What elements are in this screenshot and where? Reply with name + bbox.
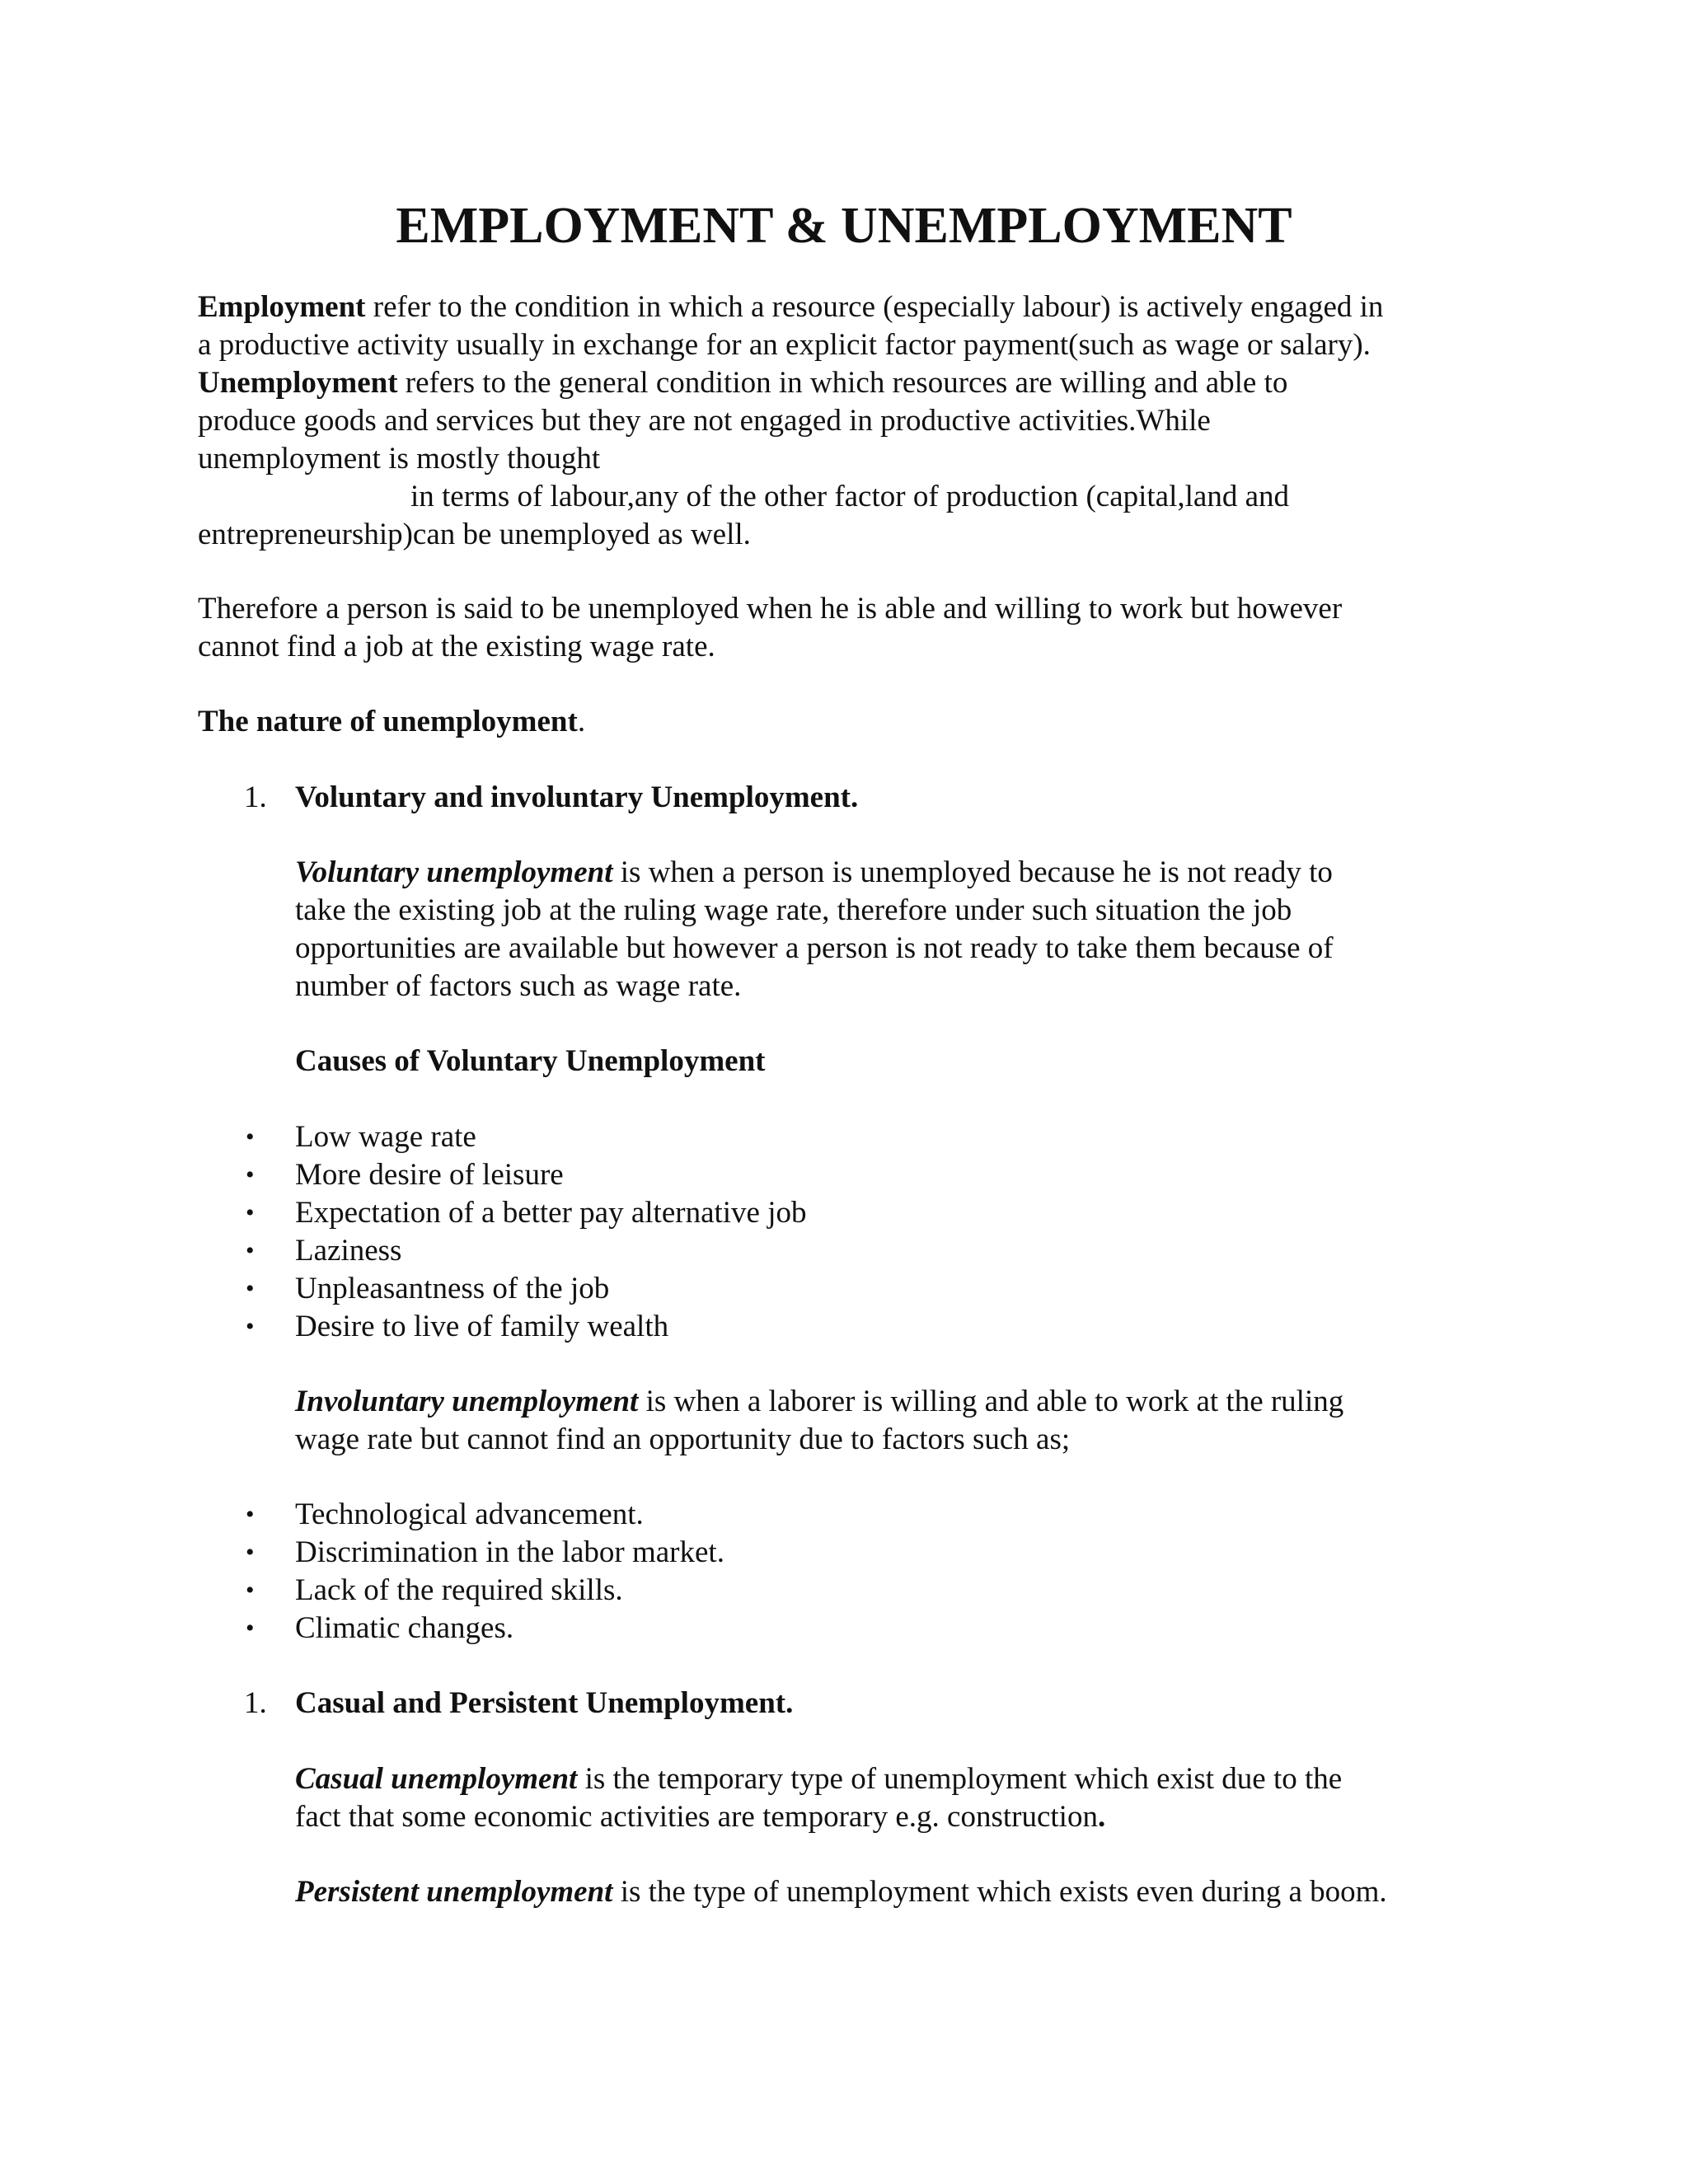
bullet: • — [246, 1199, 255, 1226]
section-2-number: 1. — [244, 1686, 267, 1720]
persistent-term: Persistent unemployment — [295, 1875, 613, 1909]
section-1-heading: Voluntary and involuntary Unemployment. — [295, 780, 859, 814]
casual-line-1: Casual unemployment is the temporary type of unemployment which exist due to the — [295, 1762, 1343, 1796]
causes-heading: Causes of Voluntary Unemployment — [295, 1044, 766, 1078]
therefore-line-1: Therefore a person is said to be unemployed when he is able and willing to work but however — [198, 592, 1343, 626]
list-item: Discrimination in the labor market. — [295, 1535, 724, 1569]
involuntary-term: Involuntary unemployment — [295, 1385, 639, 1418]
page-title: EMPLOYMENT & UNEMPLOYMENT — [396, 198, 1292, 254]
bullet: • — [246, 1615, 255, 1642]
list-item: Climatic changes. — [295, 1611, 514, 1645]
intro-line-6: in terms of labour,any of the other factor of production (capital,land and — [410, 480, 1290, 513]
voluntary-line-2: take the existing job at the ruling wage rate, therefore under such situation the job — [295, 893, 1292, 927]
intro-line-5: unemployment is mostly thought — [198, 442, 601, 476]
intro-line-4: produce goods and services but they are not engaged in productive activities.While — [198, 404, 1211, 438]
involuntary-line-1: Involuntary unemployment is when a laborer is willing and able to work at the ruling — [295, 1385, 1344, 1418]
voluntary-line-3: opportunities are available but however a person is not ready to take them because of — [295, 931, 1334, 965]
intro-line-2: a productive activity usually in exchange for an explicit factor payment(such as wage or salary). — [198, 328, 1371, 362]
voluntary-term: Voluntary unemployment — [295, 855, 613, 889]
list-item: Desire to live of family wealth — [295, 1310, 669, 1343]
bullet: • — [246, 1313, 255, 1340]
list-item: Expectation of a better pay alternative job — [295, 1196, 807, 1230]
list-item: Technological advancement. — [295, 1497, 644, 1531]
bullet: • — [246, 1237, 255, 1264]
bullet: • — [246, 1161, 255, 1188]
bullet: • — [246, 1501, 255, 1528]
therefore-line-2: cannot find a job at the existing wage rate. — [198, 630, 715, 663]
list-item: Laziness — [295, 1234, 402, 1268]
bullet: • — [246, 1123, 255, 1151]
intro-line-1: Employment refer to the condition in which a resource (especially labour) is actively engaged in — [198, 290, 1384, 324]
list-item: Unpleasantness of the job — [295, 1272, 610, 1305]
involuntary-line-2: wage rate but cannot find an opportunity due to factors such as; — [295, 1422, 1071, 1456]
bullet: • — [246, 1577, 255, 1604]
intro-line-7: entrepreneurship)can be unemployed as well. — [198, 518, 751, 551]
voluntary-line-4: number of factors such as wage rate. — [295, 969, 742, 1003]
bullet: • — [246, 1539, 255, 1566]
intro-line-3: Unemployment refers to the general condition in which resources are willing and able to — [198, 366, 1288, 400]
unemployment-term: Unemployment — [198, 366, 398, 400]
employment-term: Employment — [198, 290, 366, 324]
casual-line-2: fact that some economic activities are temporary e.g. construction. — [295, 1800, 1106, 1834]
list-item: Lack of the required skills. — [295, 1573, 623, 1607]
list-item: Low wage rate — [295, 1120, 476, 1154]
list-item: More desire of leisure — [295, 1158, 564, 1192]
section-2-heading: Casual and Persistent Unemployment. — [295, 1686, 794, 1720]
casual-term: Casual unemployment — [295, 1762, 578, 1796]
section-1-number: 1. — [244, 780, 267, 814]
voluntary-line-1: Voluntary unemployment is when a person is unemployed because he is not ready to — [295, 855, 1333, 889]
bullet: • — [246, 1275, 255, 1302]
nature-heading: The nature of unemployment. — [198, 705, 586, 738]
persistent-line-1: Persistent unemployment is the type of unemployment which exists even during a boom. — [295, 1875, 1387, 1909]
